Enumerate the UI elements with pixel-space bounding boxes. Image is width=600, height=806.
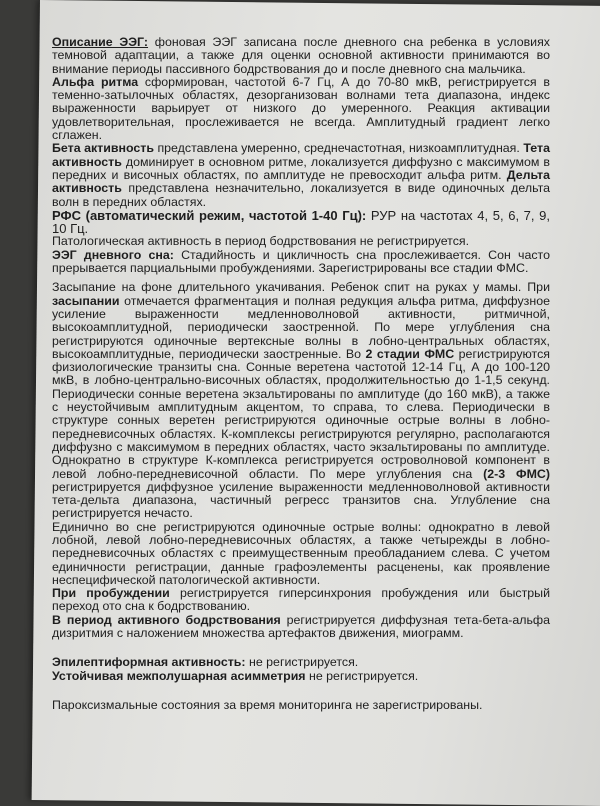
delta-activity-heading: Дельта активность [52,167,550,196]
stage-2-heading: 2 стадии ФМС [365,346,455,361]
epileptiform-heading: Эпилептиформная активность: [52,655,246,670]
rfs-heading: РФС (автоматический режим, частотой 1-40 Гц): [52,207,367,223]
asymmetry-heading: Устойчивая межполушарная асимметрия [52,668,306,683]
eeg-report [52,36,550,712]
rfs-paragraph: РФС (автоматический режим, частотой 1-40 Гц): РУР на частотах 4, 5, 6, 7, 9, 10 Гц. [52,207,550,237]
asymmetry-line: Устойчивая межполушарная асимметрия не регистрируется. [52,668,419,683]
paroxysmal-conclusion-line: Пароксизмальные состояния за время мониторинга не зарегистрированы. [52,697,483,712]
active-wakefulness-paragraph: В период активного бодрствования регистрируется диффузная тета-бета-альфа дизритмия с наложением множества артефактов движения, миограмм. [52,612,550,641]
alpha-rhythm-heading: Альфа ритма [52,74,139,89]
awakening-paragraph: При пробуждении регистрируется гиперсинхрония пробуждения или быстрый переход ото сна к бодрствованию. [52,586,551,614]
eeg-description-heading: Описание ЭЭГ: [52,35,149,49]
beta-activity-heading: Бета активность [52,141,154,156]
stage-2-3-heading: (2-3 ФМС) [483,466,550,481]
daytime-sleep-heading: ЭЭГ дневного сна: [52,247,174,262]
sharp-waves-paragraph: Единично во сне регистрируются одиночные острые волны: однократно в левой лобной, левой лобно-передневисочных областях, а также четырежды в лобно-передневисочных областях с преимущественным преобладанием слева. С учетом единичности регистрации, данные графоэлементы расценены, как проявление неспецифической патологической активности. [52,519,550,587]
sleep-onset-paragraph: Засыпание на фоне длительного укачивания. Ребенок спит на руках у мамы. При засыпании отмечается фрагментация и полная редукция альфа ритма, диффузное усиление выраженности медленноволновой активности, ритмичной, высокоамплитудной, периодически заостренной. По мере углубления сна регистрируются одиночные вертексные волны в лобно-центральных областях, высокоамплитудные, периодически заостренные. Во 2 стадии ФМС регистрируются физиологические транзиты сна. Сонные веретена частотой 12-14 Гц, А до 100-120 мкВ, в лобно-центрально-височных областях, продолжительностью до 1-1,5 секунд. Периодически сонные веретена экзальтированы по амплитуде (до 160 мкВ), а также с неустойчивым амплитудным акцентом, то справа, то слева. Периодически в структуре сонных веретен регистрируются одиночные острые волны в лобно-передневисочных областях. К-комплексы регистрируются регулярно, располагаются диффузно с максимумом в передних областях, часто экзальтированы по амплитуде. Однократно в структуре К-комплекса регистрируется островолновой компонент в левой лобно-передневисочной области. По мере углубления сна (2-3 ФМС) регистрируется диффузное усиление выраженности медленноволновой активности тета-дельта диапазона, частичный регресс транзитов сна. Углубление сна регистрируется нечасто. [52,280,550,521]
epileptiform-line: Эпилептиформная активность: не регистрируется. [52,655,359,670]
theta-activity-heading: Тета активность [52,141,550,169]
daytime-sleep-paragraph: ЭЭГ дневного сна: Стадийность и цикличность сна прослеживается. Сон часто прерывается парциальными пробуждениями. Зарегистрированы все стадии ФМС. [52,247,550,276]
awakening-heading: При пробуждении [52,586,170,601]
sleep-onset-heading: засыпании [52,293,120,308]
alpha-rhythm-paragraph: Альфа ритма сформирован, частотой 6-7 Гц, А до 70-80 мкВ, регистрируется в теменно-затылочных областях, дезорганизован волнами тета диапазона, индекс выраженности варьирует от низкого до умеренного. Реакция активации удовлетворительная, прослеживается не всегда. Амплитудный градиент легко сглажен. [52,74,550,143]
eeg-description-paragraph: Описание ЭЭГ: фоновая ЭЭГ записана после дневного сна ребенка в условиях темновой адаптации, а также для оценки основной активности принимаются во внимание периоды пассивного бодрствования до и после дневного сна мальчика. [52,35,550,76]
pathological-activity-line: Патологическая активность в период бодрствования не регистрируется. [52,234,470,249]
active-wakefulness-heading: В период активного бодрствования [52,612,281,627]
beta-theta-delta-paragraph: Бета активность представлена умеренно, среднечастотная, низкоамплитудная. Тета активность доминирует в основном ритме, локализуется диффузно с максимумом в передних и височных областях, по амплитуде не превосходит альфа ритм. Дельта активность представлена незначительно, локализуется в виде одиночных дельта волн в передних областях. [52,141,550,209]
